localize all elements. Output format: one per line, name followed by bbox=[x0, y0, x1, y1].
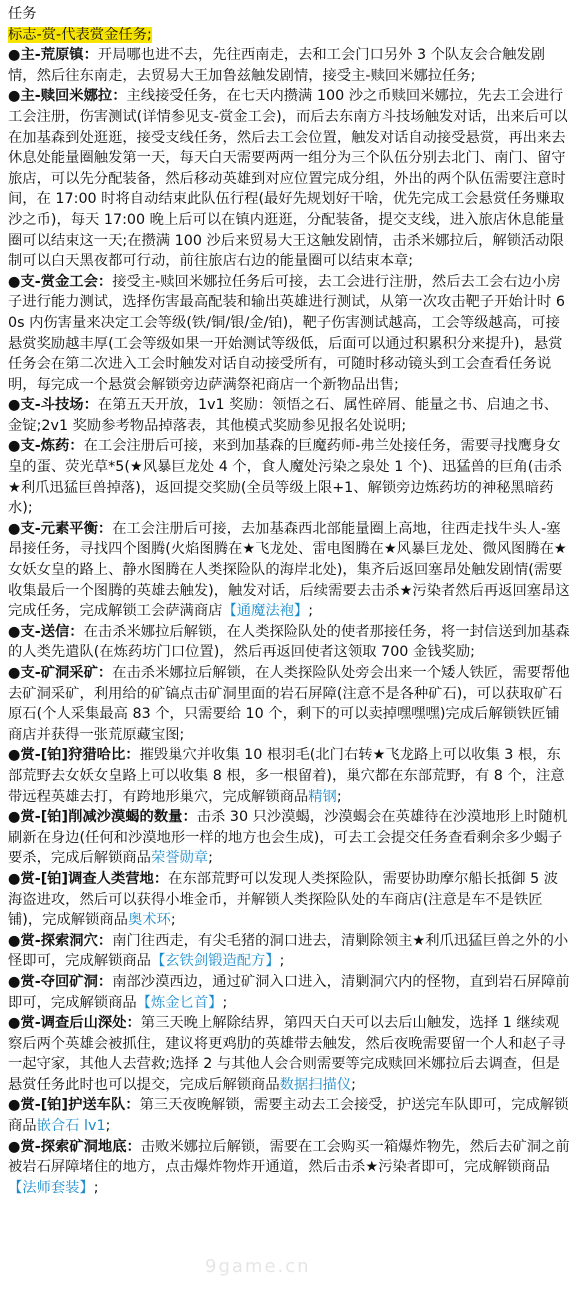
quest-name: ●支-送信： bbox=[8, 623, 84, 640]
reward-item-link[interactable]: 数据扫描仪 bbox=[279, 1076, 352, 1093]
quest-description: 摧毁巢穴并收集 10 根羽毛(北门右转★飞龙路上可以收集 3 根，东部荒野去女妖女皇路上可以收集 8 根，多一根留着)，巢穴都在东部荒野，有 8 个，注意带远程英雄去打，有跨地形巢穴，完成解锁商品 bbox=[8, 747, 565, 805]
quest-item bbox=[8, 272, 572, 396]
quest-item bbox=[8, 519, 572, 622]
reward-item-link[interactable]: 嵌合石 lv1 bbox=[36, 1118, 106, 1135]
legend-highlight: 标志-赏-代表赏金任务; bbox=[8, 26, 152, 43]
reward-item-link[interactable]: 荣誉勋章 bbox=[150, 850, 209, 867]
quest-name: ●主-荒原镇： bbox=[8, 47, 98, 64]
reward-item-link[interactable]: 【炼金匕首】 bbox=[136, 994, 223, 1011]
quest-item bbox=[8, 1095, 572, 1136]
quest-name: ●赏-[铂]护送车队： bbox=[8, 1097, 140, 1114]
quest-name: ●赏-夺回矿洞： bbox=[8, 973, 113, 990]
quest-description: 南门往西走，有尖毛猪的洞口进去，清剿除领主★利爪迅猛巨兽之外的小怪即可，完成解锁商品 bbox=[8, 932, 569, 970]
quest-end-punctuation: ; bbox=[308, 603, 314, 620]
quest-description: 在东部荒野可以发现人类探险队，需要协助摩尔船长抵御 5 波海盗进攻，然后可以获得小堆金币，并解锁人类探险队处的车商店(注意是车不是铁匠铺)，完成解锁商品 bbox=[8, 870, 559, 929]
quest-description: 在击杀米娜拉后解锁，在人类探险队处的使者那接任务，将一封信送到加基森的人类先遣队(在炼药坊门口位置)，然后再返回使者这领取 700 金钱奖励; bbox=[8, 623, 570, 661]
quest-end-punctuation: ; bbox=[279, 953, 285, 970]
quest-end-punctuation: ; bbox=[170, 912, 176, 929]
quest-end-punctuation: ; bbox=[336, 788, 342, 805]
quest-name: ●支-赏金工会： bbox=[8, 273, 113, 290]
quest-name: ●赏-[铂]狩猎哈比： bbox=[8, 747, 140, 764]
quest-name: ●支-矿洞采矿： bbox=[8, 665, 113, 681]
quest-name: ●赏-探索洞穴： bbox=[8, 932, 113, 949]
quest-description: 第三天晚上解除结界，第四天白天可以去后山触发，选择 1 继续观察后两个英雄会被抓住，建议将更鸡肋的英雄带去触发，然后夜晚需要留一个人和赵子寻一起守家，其他人去营救;选择 2 与其他人会合则需要等完成赎回米娜拉后去调查，但是悬赏任务此时也可以提交，完成后解锁商品 bbox=[8, 1015, 566, 1093]
quest-end-punctuation: ; bbox=[93, 1179, 99, 1196]
quest-description: 南部沙漠西边，通过矿洞入口进入，清剿洞穴内的怪物，直到岩石屏障前即可，完成解锁商品 bbox=[8, 973, 570, 1011]
quest-name: ●赏-调查后山深处： bbox=[8, 1015, 141, 1032]
quest-description: 开局哪也进不去，先往西南走，去和工会门口另外 3 个队友会合触发剧情，然后往东南走，去贸易大王加鲁兹触发剧情，接受主-赎回米娜拉任务; bbox=[8, 47, 545, 84]
quest-name: ●赏-[铂]调查人类营地： bbox=[8, 870, 169, 887]
quest-item bbox=[8, 1013, 572, 1095]
quest-list bbox=[8, 45, 572, 1198]
quest-name: ●支-斗技场： bbox=[8, 397, 98, 414]
quest-item bbox=[8, 869, 572, 931]
quest-end-punctuation: ; bbox=[105, 1118, 111, 1135]
quest-description: 接受主-赎回米娜拉任务后可接，去工会进行注册，然后去工会右边小房子进行能力测试，选择伤害最高配装和输出英雄进行测试，从第一次攻击靶子开始计时 60s 内伤害量来决定工会等级(铁/铜/银/金/铂)，靶子伤害测试越高，工会等级越高，可接悬赏奖励越丰厚(工会等级如果一开始测试等级低，后面可以通过积累积分来提升)，悬赏任务会在第二次进入工会时触发对话自动接受所有，可随时移动镜头到工会查看任务说明，每完成一个悬赏会解锁旁边萨满祭祀商店一个新物品出售; bbox=[8, 273, 565, 393]
quest-item bbox=[8, 45, 572, 86]
quest-name: ●主-赎回米娜拉： bbox=[8, 88, 127, 105]
section-title: 任务 bbox=[8, 6, 37, 22]
reward-item-link[interactable]: 【法师套装】 bbox=[8, 1179, 94, 1196]
quest-item bbox=[8, 745, 572, 807]
quest-name: ●支-炼药： bbox=[8, 438, 84, 455]
quest-description: 在击杀米娜拉后解锁，在人类探险队处旁会出来一个矮人铁匠，需要帮他去矿洞采矿，利用给的矿镐点击矿洞里面的岩石屏障(注意不是各种矿石)，可以获取矿石原石(个人采集最高 83 个，只需要给 10 个，剩下的可以卖掉嘿嘿嘿)完成后解锁铁匠铺商店并获得一张荒原藏宝图; bbox=[8, 665, 570, 743]
quest-item bbox=[8, 807, 572, 869]
quest-end-punctuation: ; bbox=[351, 1076, 356, 1093]
quest-end-punctuation: ; bbox=[222, 994, 228, 1011]
quest-item bbox=[8, 1137, 572, 1199]
quest-description: 在工会注册后可接，来到加基森的巨魔药师-弗兰处接任务，需要寻找鹰身女皇的蛋、荧光草*5(★风暴巨龙处 4 个，食人魔处污染之泉处 1 个)、迅猛兽的巨角(击杀★利爪迅猛巨兽掉落)，返回提交奖励(全员等级上限+1、解锁旁边炼药坊的神秘黑暗药水); bbox=[8, 438, 562, 517]
reward-item-link[interactable]: 奥术环 bbox=[127, 912, 171, 929]
quest-item bbox=[8, 436, 572, 518]
quest-item bbox=[8, 663, 572, 745]
quest-item bbox=[8, 622, 572, 663]
quest-item bbox=[8, 972, 572, 1013]
quest-description: 击败米娜拉后解锁，需要在工会购买一箱爆炸物先，然后去矿洞之前被岩石屏障堵住的地方，点击爆炸物炸开通道，然后击杀★污染者即可，完成解锁商品 bbox=[8, 1138, 570, 1176]
watermark: 9game.cn bbox=[205, 1256, 311, 1277]
quest-item bbox=[8, 931, 572, 972]
quest-description: 在第五天开放，1v1 奖励：领悟之石、属性碎屑、能量之书、启迪之书、金锭;2v1 奖励参考物品掉落表，其他模式奖励参见报名处说明; bbox=[8, 397, 559, 434]
quest-item bbox=[8, 395, 572, 436]
quest-end-punctuation: ; bbox=[208, 850, 213, 867]
quest-description: 第三天夜晚解锁，需要主动去工会接受，护送完车队即可，完成解锁商品 bbox=[8, 1097, 569, 1135]
quest-description: 击杀 30 只沙漠蝎，沙漠蝎会在英雄待在沙漠地形上时随机刷新在身边(任何和沙漠地形一样的地方也会生成)，可去工会提交任务查看剩余多少蝎子要杀，完成后解锁商品 bbox=[8, 809, 568, 867]
reward-item-link[interactable]: 【通魔法袍】 bbox=[222, 603, 309, 620]
reward-item-link[interactable]: 【玄铁剑锻造配方】 bbox=[150, 953, 280, 970]
quest-name: ●赏-[铂]削减沙漠蝎的数量： bbox=[8, 809, 197, 826]
quest-description: 主线接受任务，在七天内攒满 100 沙之币赎回米娜拉，先去工会进行工会注册，伤害测试(详情参见支-赏金工会)，而后去东南方斗技场触发对话，出来后可以在加基森到处逛逛，接受支线任务，然后去工会位置，触发对话自动接受悬赏，再出来去休息处能量圈触发第一天，每天白天需要两两一组分为三个队伍分别去北门、南门、留守旅店，可以先分配装备，然后移动英雄到对应位置完成分组，外出的两个队伍需要注意时间，在 17:00 时将自动结束此队伍行程(最好先规划好干啥，优先完成工会悬赏任务赚取沙之币)，每天 17:00 晚上后可以在镇内逛逛，分配装备，提交支线，进入旅店休息能量圈可以结束这一天;在攒满 100 沙后来贸易大王这触发剧情，击杀米娜拉后，解锁活动限制可以白天黑夜都可行动，前往旅店右边的能量圈可以结束本章; bbox=[8, 88, 568, 270]
reward-item-link[interactable]: 精钢 bbox=[308, 788, 337, 805]
quest-item bbox=[8, 86, 572, 271]
legend-note bbox=[8, 25, 572, 46]
quest-name: ●支-元素平衡： bbox=[8, 520, 113, 537]
quest-name: ●赏-探索矿洞地底： bbox=[8, 1138, 141, 1155]
quest-description: 在工会注册后可接，去加基森西北部能量圈上高地，往西走找牛头人-塞昂接任务，寻找四个图腾(火焰图腾在★飞龙处、雷电图腾在★风暴巨龙处、微风图腾在★女妖女皇的路上、静水图腾在人类探险队的海岸北处)，集齐后返回塞昂处触发剧情(需要收集最后一个图腾的英雄去触发)，触发对话，后续需要去击杀★污染者然后再返回塞昂这完成任务，完成解锁工会萨满商店 bbox=[8, 520, 570, 620]
